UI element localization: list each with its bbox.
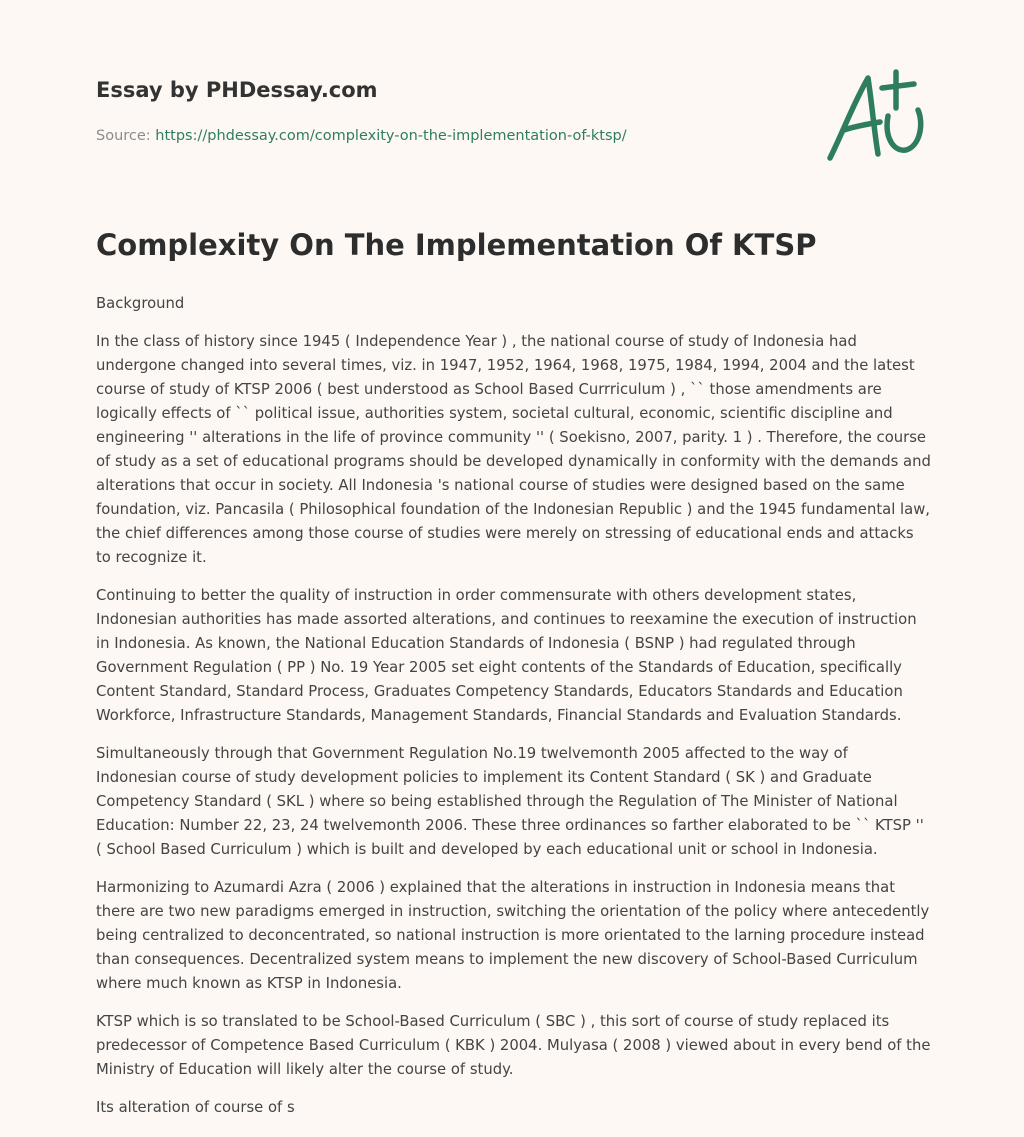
- article-title: Complexity On The Implementation Of KTSP: [96, 228, 817, 262]
- paragraph: Simultaneously through that Government Regulation No.19 twelvemonth 2005 affected to the way of Indonesian course of study development policies to implement its Content Standard ( SK ) and Graduate Competency Standard ( SKL ) where so being established through the Regulation of The Minister of National Education: Number 22, 23, 24 twelvemonth 2006. These three ordinances so farther elaborated to be `` KTSP '' ( School Based Curriculum ) which is built and developed by each educational unit or school in Indonesia.: [96, 745, 924, 858]
- site-header: [96, 76, 796, 146]
- paragraph: Continuing to better the quality of instruction in order commensurate with others development states, Indonesian authorities has made assorted alterations, and continues to reexamine the execution of instruction in Indonesia. As known, the National Education Standards of Indonesia ( BSNP ) had regulated through Government Regulation ( PP ) No. 19 Year 2005 set eight contents of the Standards of Education, specifically Content Standard, Standard Process, Graduates Competency Standards, Educators Standards and Education Workforce, Infrastructure Standards, Management Standards, Financial Standards and Evaluation Standards.: [96, 587, 917, 724]
- source-line: [96, 126, 796, 146]
- paragraph: In the class of history since 1945 ( Independence Year ) , the national course of study of Indonesia had undergone changed into several times, viz. in 1947, 1952, 1964, 1968, 1975, 1984, 1994, 2004 and the latest course of study of KTSP 2006 ( best understood as School Based Currriculum ) , `` those amendments are logically effects of `` political issue, authorities system, societal cultural, economic, scientific discipline and engineering '' alterations in the life of province community '' ( Soekisno, 2007, parity. 1 ) . Therefore, the course of study as a set of educational programs should be developed dynamically in conformity with the demands and alterations that occur in society. All Indonesia 's national course of studies were designed based on the same foundation, viz. Pancasila ( Philosophical foundation of the Indonesian Republic ) and the 1945 fundamental law, the chief differences among those course of studies were merely on stressing of educational ends and attacks to recognize it.: [96, 333, 931, 566]
- a-plus-grade-icon: [822, 64, 930, 168]
- paragraph-background: Background: [96, 295, 185, 312]
- paragraph-truncated: Its alteration of course of s: [96, 1099, 295, 1116]
- site-brand: Essay by PHDessay.com: [96, 78, 378, 102]
- source-link[interactable]: https://phdessay.com/complexity-on-the-implementation-of-ktsp/: [155, 128, 627, 144]
- paragraph: Harmonizing to Azumardi Azra ( 2006 ) explained that the alterations in instruction in Indonesia means that there are two new paradigms emerged in instruction, switching the orientation of the policy where antecedently being centralized to deconcentrated, so national instruction is more orientated to the larning procedure instead than consequences. Decentralized system means to implement the new discovery of School-Based Curriculum where much known as KTSP in Indonesia.: [96, 879, 930, 992]
- article: [96, 226, 932, 1134]
- paragraph: KTSP which is so translated to be School-Based Curriculum ( SBC ) , this sort of course of study replaced its predecessor of Competence Based Curriculum ( KBK ) 2004. Mulyasa ( 2008 ) viewed about in every bend of the Ministry of Education will likely alter the course of study.: [96, 1013, 931, 1078]
- source-label: Source:: [96, 128, 156, 144]
